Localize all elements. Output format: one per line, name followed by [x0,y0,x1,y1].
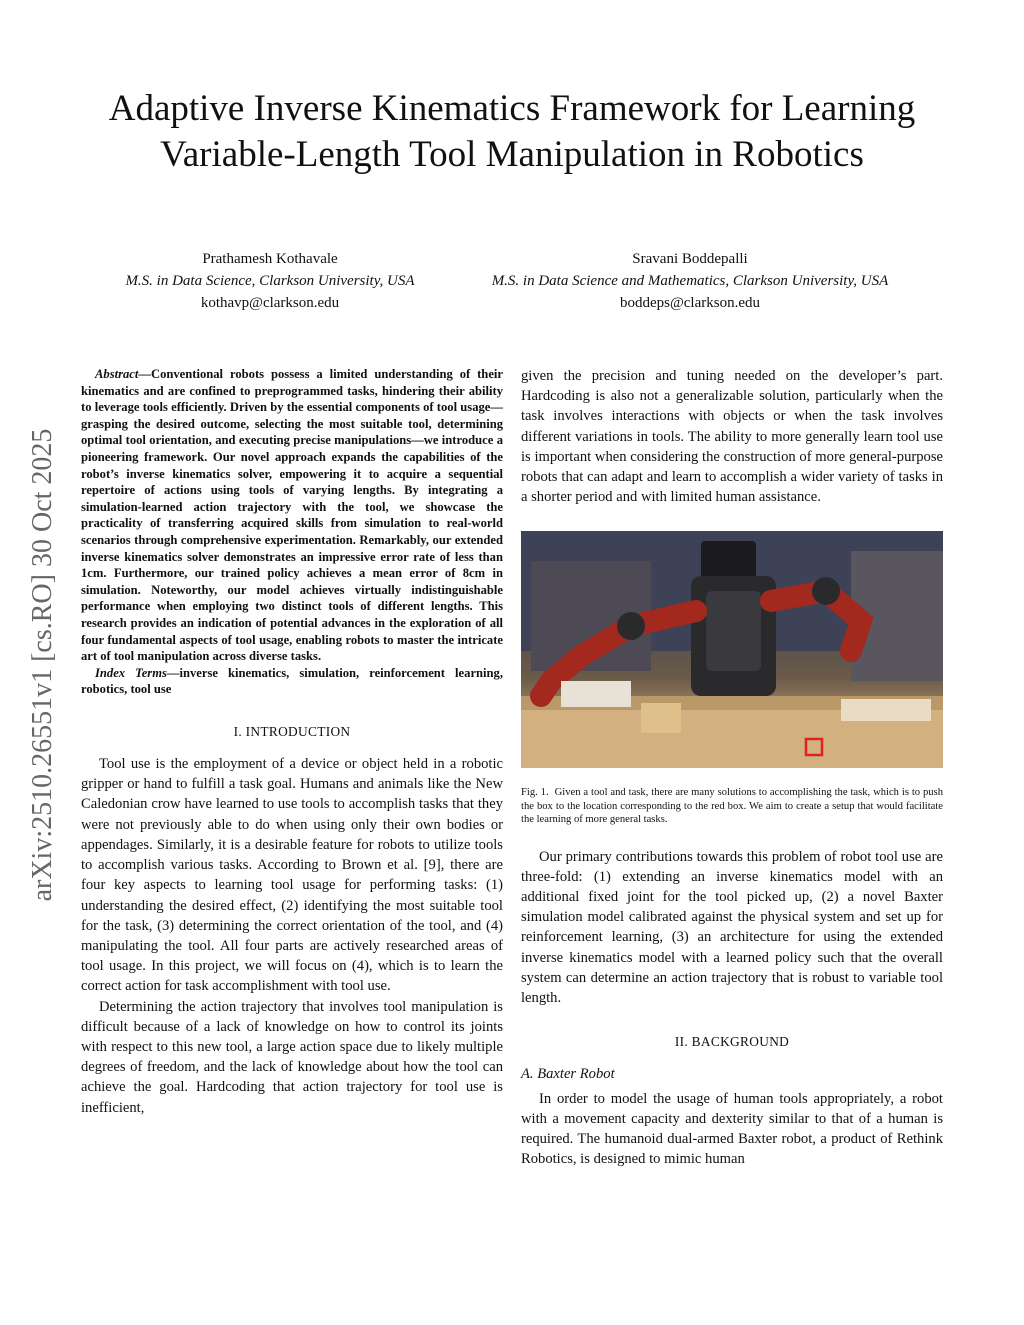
robot-left-elbow [617,612,645,640]
abstract-label: Abstract [95,367,139,381]
index-terms-text: —inverse kinematics, simulation, reinforcement learning, robotics, tool use [81,665,503,697]
index-terms [81,665,503,698]
intro-paragraph-3: Our primary contributions towards this problem of robot tool use are three-fold: (1) extending an inverse kinematics model with an additional fixed joint for the tool picked up, (2) a novel Baxter simulation model calibrated against the physical system and set up for reinforcement learning, (3) an architecture for using the extended inverse kinematics model with a learned policy such that the overall system can determine an action trajectory that is robust to variable tool length. [521,848,943,1007]
right-column [521,366,943,1169]
author-name: Sravani Boddepalli [632,251,748,267]
paper-title: Adaptive Inverse Kinematics Framework for Learning Variable-Length Tool Manipulation in Robotics [108,88,916,175]
intro-paragraph-2: Determining the action trajectory that involves tool manipulation is difficult because of a lack of knowledge on how to control its joints with respect to this new tool, a large action space due to likely multiple degrees of freedom, and the lack of knowledge about how the tool can achieve the goal. Hardcoding that action trajectory for tool use is inefficient, [81,998,503,1116]
wooden-block [641,703,681,733]
figure-label: Fig. 1. [521,787,549,799]
section-heading-introduction: I. INTRODUCTION [233,723,351,739]
author-name: Prathamesh Kothavale [202,251,338,267]
robot-torso-panel [706,591,761,671]
author-block-1 [90,248,450,314]
section-heading-background: II. BACKGROUND [674,1034,790,1050]
author-affiliation: M.S. in Data Science, Clarkson University, USA [125,273,415,289]
tool-on-table [561,681,631,707]
baxter-robot-illustration [521,531,943,768]
robot-right-elbow [812,577,840,605]
robot-head-screen [701,541,756,581]
author-block-2 [455,248,925,314]
figure-1-photo [521,531,943,768]
subsection-heading-baxter: A. Baxter Robot [521,1066,615,1083]
index-terms-label: Index Terms [95,665,167,680]
baxter-paragraph-1: In order to model the usage of human tools appropriately, a robot with a movement capacity and dexterity similar to that of a human is required. The humanoid dual-armed Baxter robot, a product of Rethink Robotics, is designed to mimic human [521,1090,943,1168]
intro-paragraph-2-continued: given the precision and tuning needed on the developer’s part. Hardcoding is also not a generalizable solution, particularly when the task involves interactions with objects or when the task involves different variations in tools. The ability to more generally learn tool use is important when considering the construction of more general-purpose robots that can adapt and learn to accomplish a wider variety of tasks in a shorter period and with limited human assistance. [521,368,943,506]
figure-caption-text: Given a tool and task, there are many solutions to accomplishing the task, which is to push the box to the location corresponding to the red box. We aim to create a setup that would facilitate the learning of more general tasks. [521,787,944,826]
author-email: kothavp@clarkson.edu [200,295,340,311]
intro-paragraph-1: Tool use is the employment of a device or object held in a robotic gripper or hand to fulfill a task goal. Humans and animals like the New Caledonian crow have learned to use tools to accomplish tasks that they were not previously able to do when using only their own bodies or appendages. Similarly, it is a desirable feature for robots to utilize tools to accomplish various tasks. According to Brown et al. [9], there are four key aspects to learning tool usage for performing tasks: (1) understanding the desired effect, (2) identifying the most suitable tool for the task, (3) determining the correct orientation of the tool, and (4) manipulating the tool. All four parts are actively researched areas of tool usage. In this project, we will focus on (4), which is to learn the correct action for task accomplishment with tool use. [81,756,503,995]
abstract [81,366,503,665]
author-affiliation: M.S. in Data Science and Mathematics, Clarkson University, USA [491,273,889,289]
author-email: boddeps@clarkson.edu [619,295,761,311]
abstract-text: —Conventional robots possess a limited understanding of their kinematics and are confined to preprogrammed tasks, hindering their ability to leverage tools efficiently. Driven by the essential components of tool usage—grasping the desired outcome, selecting the most suitable tool, determining optimal tool orientation, and executing precise manipulations—we introduce a pioneering framework. Our novel approach expands the capabilities of the robot’s inverse kinematics solver, empowering it to acquire a sequential repertoire of actions using tools of varying lengths. By integrating a simulation-learned action trajectory with the tool, we showcase the practicality of transferring acquired skills from simulation to real-world scenarios through comprehensive experimentation. Remarkably, our extended inverse kinematics solver demonstrates an impressive error rate of less than 1cm. Furthermore, our trained policy achieves a mean error of 8cm in simulation. Noteworthy, our model achieves virtually indistinguishable performance when employing two distinct tools of different lengths. This research provides an indication of potential advances in the exploration of all four fundamental aspects of tool usage, enabling robots to master the intricate art of tool manipulation across diverse tasks. [81,367,503,664]
wooden-pieces [841,699,931,721]
left-column [81,366,503,1118]
figure-1-caption [521,786,943,826]
arxiv-stamp: arXiv:2510.26551v1 [cs.RO] 30 Oct 2025 [27,428,58,902]
